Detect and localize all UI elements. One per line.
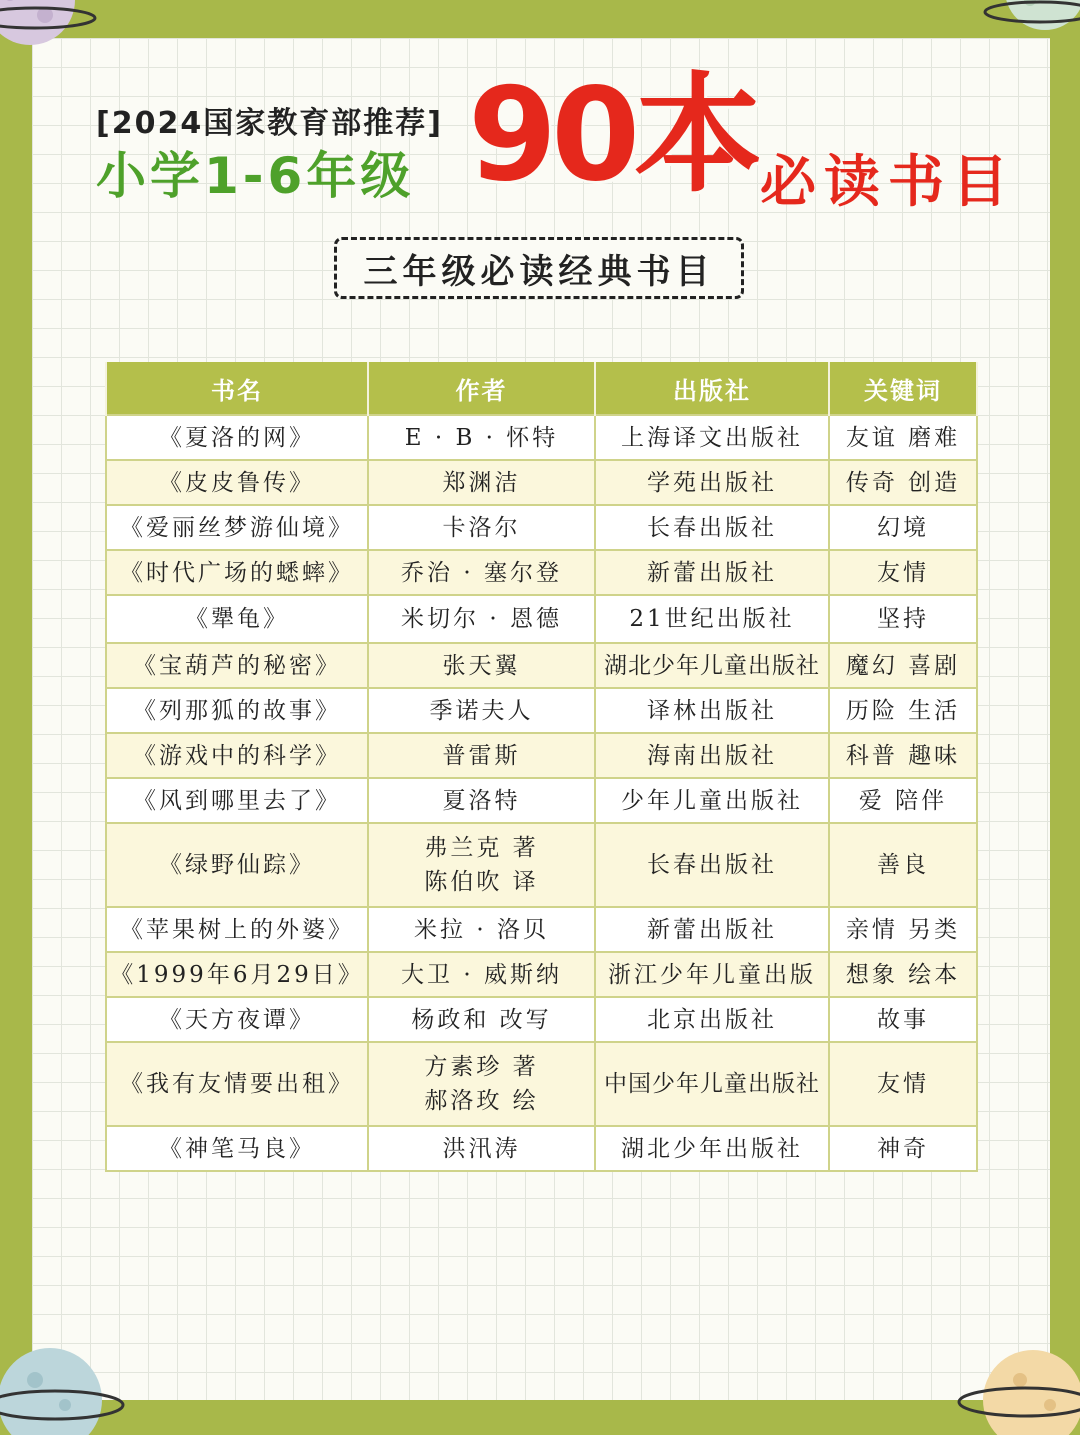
- grade-title: 三年级必读经典书目: [334, 237, 744, 299]
- table-row: [106, 550, 977, 595]
- column-header-keywords: 关键词: [829, 362, 977, 415]
- book-publisher-cell: 学苑出版社: [595, 460, 829, 505]
- table-row: [106, 415, 977, 460]
- book-author-cell: E · B · 怀特: [368, 415, 595, 460]
- book-keywords-cell: 魔幻 喜剧: [829, 643, 977, 688]
- book-title-cell: 《苹果树上的外婆》: [106, 907, 368, 952]
- book-author-cell: 普雷斯: [368, 733, 595, 778]
- book-author-cell: 米拉 · 洛贝: [368, 907, 595, 952]
- column-header-title: 书名: [106, 362, 368, 415]
- table-row: [106, 952, 977, 997]
- table-row: [106, 778, 977, 823]
- book-author-cell: 方素珍 著 郝洛玫 绘: [368, 1042, 595, 1126]
- table-row: [106, 505, 977, 550]
- book-publisher-cell: 长春出版社: [595, 505, 829, 550]
- book-publisher-cell: 译林出版社: [595, 688, 829, 733]
- book-title-cell: 《皮皮鲁传》: [106, 460, 368, 505]
- book-title-cell: 《夏洛的网》: [106, 415, 368, 460]
- book-keywords-cell: 历险 生活: [829, 688, 977, 733]
- book-keywords-cell: 故事: [829, 997, 977, 1042]
- book-publisher-cell: 21世纪出版社: [595, 595, 829, 643]
- book-keywords-cell: 爱 陪伴: [829, 778, 977, 823]
- book-keywords-cell: 友情: [829, 1042, 977, 1126]
- book-author-cell: 夏洛特: [368, 778, 595, 823]
- book-keywords-cell: 亲情 另类: [829, 907, 977, 952]
- book-title-cell: 《游戏中的科学》: [106, 733, 368, 778]
- book-author-cell: 大卫 · 威斯纳: [368, 952, 595, 997]
- planet-top-left-icon: [0, 0, 100, 60]
- book-author-cell: 洪汛涛: [368, 1126, 595, 1171]
- table-row: [106, 643, 977, 688]
- book-author-cell: 季诺夫人: [368, 688, 595, 733]
- table-row: [106, 823, 977, 907]
- book-keywords-cell: 友情: [829, 550, 977, 595]
- planet-bottom-left-icon: [0, 1335, 125, 1435]
- book-author-cell: 米切尔 · 恩德: [368, 595, 595, 643]
- book-author-cell: 弗兰克 著 陈伯吹 译: [368, 823, 595, 907]
- table-row: [106, 733, 977, 778]
- book-publisher-cell: 湖北少年儿童出版社: [595, 643, 829, 688]
- book-publisher-cell: 海南出版社: [595, 733, 829, 778]
- book-keywords-cell: 坚持: [829, 595, 977, 643]
- book-publisher-cell: 北京出版社: [595, 997, 829, 1042]
- table-row: [106, 595, 977, 643]
- book-title-cell: 《宝葫芦的秘密》: [106, 643, 368, 688]
- book-publisher-cell: 浙江少年儿童出版: [595, 952, 829, 997]
- book-keywords-cell: 传奇 创造: [829, 460, 977, 505]
- header-grade-range: 小学1-6年级: [96, 147, 415, 205]
- column-header-author: 作者: [368, 362, 595, 415]
- book-title-cell: 《天方夜谭》: [106, 997, 368, 1042]
- book-publisher-cell: 长春出版社: [595, 823, 829, 907]
- book-title-cell: 《时代广场的蟋蟀》: [106, 550, 368, 595]
- book-title-cell: 《1999年6月29日》: [106, 952, 368, 997]
- book-publisher-cell: 湖北少年出版社: [595, 1126, 829, 1171]
- book-keywords-cell: 想象 绘本: [829, 952, 977, 997]
- book-title-cell: 《神笔马良》: [106, 1126, 368, 1171]
- book-title-cell: 《风到哪里去了》: [106, 778, 368, 823]
- book-publisher-cell: 少年儿童出版社: [595, 778, 829, 823]
- book-keywords-cell: 友谊 磨难: [829, 415, 977, 460]
- table-row: [106, 688, 977, 733]
- planet-bottom-right-icon: [955, 1340, 1080, 1435]
- book-title-cell: 《犟龟》: [106, 595, 368, 643]
- book-table: [105, 362, 978, 1172]
- book-keywords-cell: 幻境: [829, 505, 977, 550]
- table-row: [106, 460, 977, 505]
- book-title-cell: 《爱丽丝梦游仙境》: [106, 505, 368, 550]
- header-book-count: 90本: [468, 61, 757, 210]
- book-keywords-cell: 神奇: [829, 1126, 977, 1171]
- book-author-cell: 张天翼: [368, 643, 595, 688]
- header-suffix: 必读书目: [760, 150, 1016, 215]
- book-keywords-cell: 科普 趣味: [829, 733, 977, 778]
- book-publisher-cell: 中国少年儿童出版社: [595, 1042, 829, 1126]
- table-row: [106, 997, 977, 1042]
- book-keywords-cell: 善良: [829, 823, 977, 907]
- table-header-row: [106, 362, 977, 415]
- book-publisher-cell: 新蕾出版社: [595, 550, 829, 595]
- table-row: [106, 1042, 977, 1126]
- book-title-cell: 《列那狐的故事》: [106, 688, 368, 733]
- book-title-cell: 《我有友情要出租》: [106, 1042, 368, 1126]
- planet-top-right-icon: [975, 0, 1080, 50]
- book-title-cell: 《绿野仙踪》: [106, 823, 368, 907]
- book-author-cell: 杨政和 改写: [368, 997, 595, 1042]
- book-author-cell: 乔治 · 塞尔登: [368, 550, 595, 595]
- table-row: [106, 907, 977, 952]
- column-header-publisher: 出版社: [595, 362, 829, 415]
- book-publisher-cell: 上海译文出版社: [595, 415, 829, 460]
- header-recommendation: [2024国家教育部推荐]: [96, 106, 443, 141]
- book-author-cell: 卡洛尔: [368, 505, 595, 550]
- book-publisher-cell: 新蕾出版社: [595, 907, 829, 952]
- table-row: [106, 1126, 977, 1171]
- book-author-cell: 郑渊洁: [368, 460, 595, 505]
